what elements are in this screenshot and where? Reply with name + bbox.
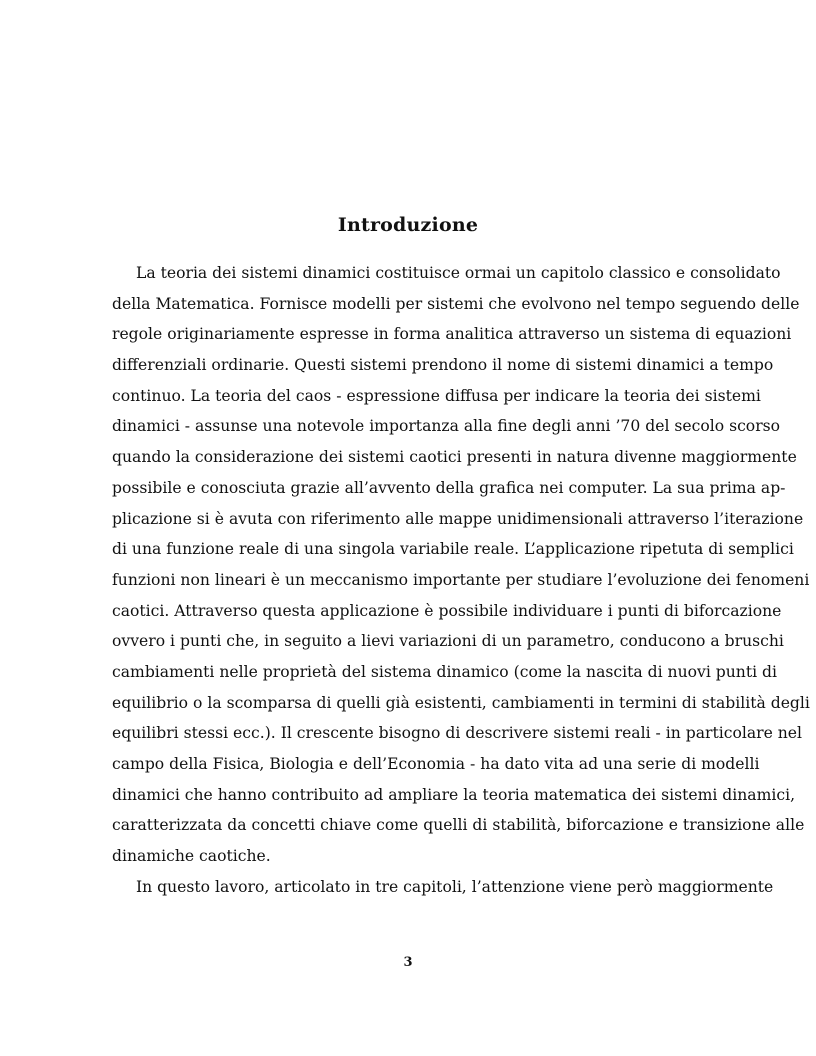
text-line: In questo lavoro, articolato in tre capitoli, l’attenzione viene però maggiormente bbox=[136, 877, 774, 896]
text-line: dinamici - assunse una notevole importanza alla fine degli anni ’70 del secolo scorso bbox=[112, 417, 781, 436]
text-line: quando la considerazione dei sistemi caotici presenti in natura divenne maggiormente bbox=[112, 448, 797, 467]
text-line: continuo. La teoria del caos - espressione diffusa per indicare la teoria dei sistemi bbox=[112, 386, 761, 405]
text-line: dinamici che hanno contribuito ad ampliare la teoria matematica dei sistemi dinamici, bbox=[112, 785, 796, 804]
body-text bbox=[112, 258, 810, 902]
text-line: equilibrio o la scomparsa di quelli già esistenti, cambiamenti in termini di stabilità degli bbox=[112, 693, 810, 712]
paragraph-1 bbox=[112, 258, 810, 872]
text-line: campo della Fisica, Biologia e dell’Economia - ha dato vita ad una serie di modelli bbox=[112, 755, 760, 773]
text-line: La teoria dei sistemi dinamici costituisce ormai un capitolo classico e consolidato bbox=[136, 264, 781, 282]
paragraph-2 bbox=[112, 872, 774, 903]
text-line: ovvero i punti che, in seguito a lievi variazioni di un parametro, conducono a bruschi bbox=[112, 632, 784, 651]
text-line: plicazione si è avuta con riferimento alle mappe unidimensionali attraverso l’iterazione bbox=[112, 509, 804, 528]
page-number: 3 bbox=[403, 955, 413, 970]
text-line: cambiamenti nelle proprietà del sistema dinamico (come la nascita di nuovi punti di bbox=[112, 662, 778, 681]
section-title: Introduzione bbox=[337, 214, 479, 236]
text-line: caratterizzata da concetti chiave come quelli di stabilità, biforcazione e transizione alle bbox=[112, 816, 805, 835]
text-line: equilibri stessi ecc.). Il crescente bisogno di descrivere sistemi reali - in particolare nel bbox=[112, 724, 803, 743]
text-line: funzioni non lineari è un meccanismo importante per studiare l’evoluzione dei fenomeni bbox=[112, 570, 810, 589]
text-line: caotici. Attraverso questa applicazione è possibile individuare i punti di biforcazione bbox=[112, 601, 782, 620]
text-line: della Matematica. Fornisce modelli per sistemi che evolvono nel tempo seguendo delle bbox=[112, 294, 800, 313]
text-line: possibile e conosciuta grazie all’avvento della grafica nei computer. La sua prima ap- bbox=[112, 478, 786, 497]
text-line: regole originariamente espresse in forma analitica attraverso un sistema di equazioni bbox=[112, 325, 792, 344]
text-line: differenziali ordinarie. Questi sistemi prendono il nome di sistemi dinamici a tempo bbox=[112, 356, 774, 375]
text-line: dinamiche caotiche. bbox=[112, 847, 271, 866]
text-line: di una funzione reale di una singola variabile reale. L’applicazione ripetuta di semplici bbox=[112, 540, 794, 559]
